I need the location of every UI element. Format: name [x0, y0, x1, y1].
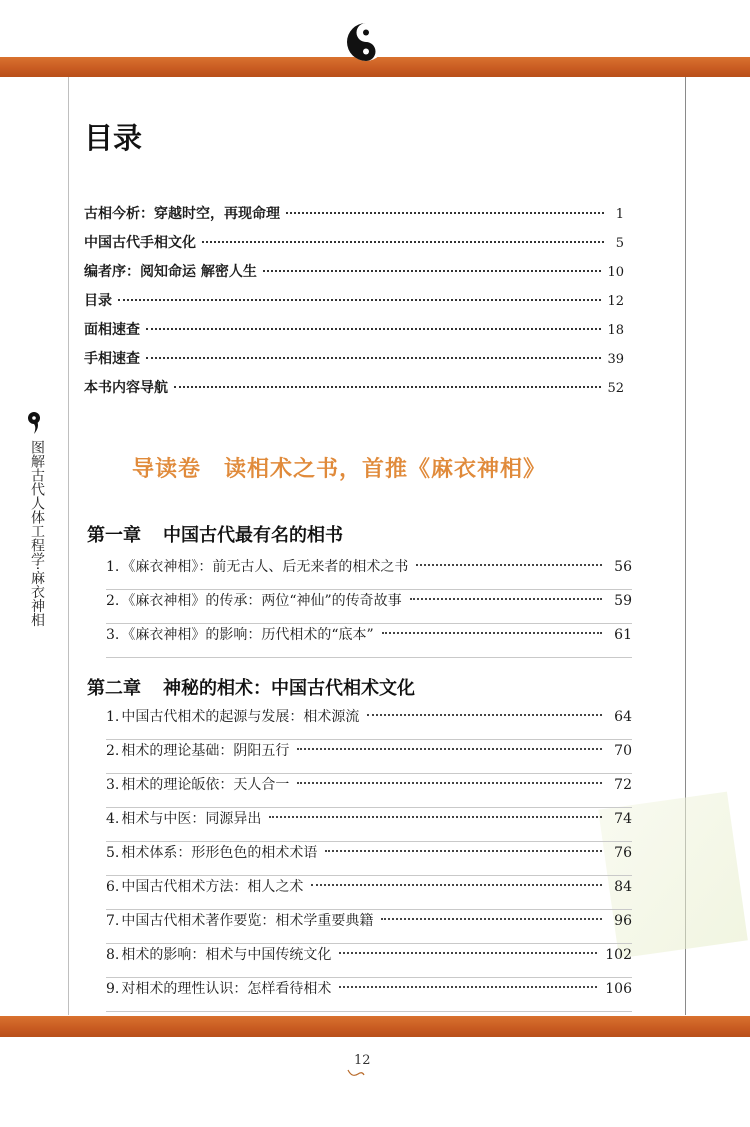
- leader-dots: [311, 884, 602, 886]
- toc-entry-page: 59: [614, 593, 632, 609]
- page-flourish-icon: [346, 1066, 366, 1078]
- toc-entry-page: 52: [607, 381, 624, 396]
- leader-dots: [297, 782, 602, 784]
- leader-dots: [297, 748, 602, 750]
- page-number: 12: [354, 1053, 371, 1068]
- toc-entry-title: 编者序：阅知命运 解密人生: [84, 264, 257, 280]
- leader-dots: [202, 241, 604, 243]
- page-title: 目录: [84, 121, 143, 155]
- side-book-title: 图解古代人体工程学·麻衣神相: [29, 440, 45, 627]
- leader-dots: [381, 918, 602, 920]
- toc-entry-title: 中国古代相术方法：相人之术: [121, 879, 304, 895]
- toc-entry[interactable]: [106, 706, 632, 740]
- toc-entry-title: 本书内容导航: [84, 380, 168, 396]
- entry-index: 9.: [106, 981, 120, 997]
- toc-entry[interactable]: [106, 740, 632, 774]
- toc-entry[interactable]: [106, 978, 632, 1012]
- left-frame-line: [68, 77, 69, 1015]
- entry-index: 8.: [106, 947, 120, 963]
- toc-entry-page: 10: [607, 265, 624, 280]
- toc-entry-page: 102: [605, 947, 632, 963]
- toc-entry-page: 5: [615, 236, 624, 251]
- chapter-title: 神秘的相术：中国古代相术文化: [163, 678, 415, 699]
- toc-entry-title: 古相今析：穿越时空，再现命理: [84, 206, 280, 222]
- toc-entry[interactable]: [106, 910, 632, 944]
- entry-index: 1.: [106, 559, 120, 575]
- entry-index: 3.: [106, 777, 120, 793]
- leader-dots: [263, 270, 602, 272]
- chapter-number: 第一章: [87, 525, 141, 546]
- toc-entry-page: 76: [614, 845, 632, 861]
- toc-entry-page: 74: [614, 811, 632, 827]
- entry-index: 7.: [106, 913, 120, 929]
- toc-entry-title: 《麻衣神相》的传承：两位“神仙”的传奇故事: [121, 593, 402, 609]
- toc-entry-title: 《麻衣神相》的影响：历代相术的“底本”: [121, 627, 374, 643]
- toc-entry-page: 12: [607, 294, 624, 309]
- leader-dots: [146, 328, 601, 330]
- toc-entry[interactable]: [106, 876, 632, 910]
- toc-entry[interactable]: [106, 624, 632, 658]
- toc-entry-page: 39: [607, 352, 624, 367]
- leader-dots: [339, 986, 597, 988]
- entry-index: 2.: [106, 743, 120, 759]
- toc-entry-page: 18: [607, 323, 624, 338]
- toc-entry-title: 手相速查: [84, 351, 140, 367]
- toc-entry[interactable]: [84, 348, 624, 377]
- entry-index: 2.: [106, 593, 120, 609]
- toc-entry-page: 106: [605, 981, 632, 997]
- toc-entry-page: 84: [614, 879, 632, 895]
- toc-entry[interactable]: [106, 556, 632, 590]
- yin-yang-icon: [346, 22, 386, 62]
- entry-index: 5.: [106, 845, 120, 861]
- toc-entry-page: 61: [614, 627, 632, 643]
- toc-entry-title: 相术的理论基础：阴阳五行: [121, 743, 290, 759]
- toc-entry-page: 56: [614, 559, 632, 575]
- toc-entry[interactable]: [106, 774, 632, 808]
- leader-dots: [269, 816, 602, 818]
- toc-entry[interactable]: [106, 944, 632, 978]
- entry-index: 3.: [106, 627, 120, 643]
- leader-dots: [325, 850, 602, 852]
- toc-entry-title: 面相速查: [84, 322, 140, 338]
- entry-index: 6.: [106, 879, 120, 895]
- toc-entry-title: 目录: [84, 293, 112, 309]
- front-matter-list: [84, 203, 624, 406]
- chapter-1-entries: [106, 556, 632, 658]
- toc-entry-title: 中国古代手相文化: [84, 235, 196, 251]
- chapter-2-entries: [106, 706, 632, 1012]
- entry-index: 1.: [106, 709, 120, 725]
- toc-entry[interactable]: [106, 590, 632, 624]
- toc-entry-page: 70: [614, 743, 632, 759]
- chapter-heading: [87, 674, 415, 700]
- leader-dots: [118, 299, 601, 301]
- toc-entry-title: 中国古代相术著作要览：相术学重要典籍: [121, 913, 374, 929]
- toc-entry[interactable]: [84, 319, 624, 348]
- toc-entry-title: 相术体系：形形色色的相术术语: [121, 845, 318, 861]
- leader-dots: [146, 357, 601, 359]
- leader-dots: [416, 564, 602, 566]
- leader-dots: [382, 632, 602, 634]
- toc-entry-title: 中国古代相术的起源与发展：相术源流: [121, 709, 360, 725]
- toc-entry[interactable]: [84, 290, 624, 319]
- toc-entry-page: 1: [615, 207, 624, 222]
- toc-entry-title: 对相术的理性认识：怎样看待相术: [121, 981, 332, 997]
- yin-yang-small-icon: [26, 411, 44, 435]
- toc-entry-title: 相术的理论皈依：天人合一: [121, 777, 290, 793]
- toc-entry[interactable]: [84, 377, 624, 406]
- chapter-number: 第二章: [87, 678, 141, 699]
- toc-entry[interactable]: [106, 842, 632, 876]
- leader-dots: [367, 714, 602, 716]
- toc-entry-page: 96: [614, 913, 632, 929]
- toc-entry[interactable]: [84, 232, 624, 261]
- leader-dots: [286, 212, 604, 214]
- toc-entry-page: 64: [614, 709, 632, 725]
- toc-entry[interactable]: [106, 808, 632, 842]
- leader-dots: [339, 952, 597, 954]
- chapter-title: 中国古代最有名的相书: [163, 525, 343, 546]
- toc-entry[interactable]: [84, 261, 624, 290]
- chapter-heading: [87, 521, 343, 547]
- toc-entry-title: 《麻衣神相》：前无古人、后无来者的相术之书: [121, 559, 409, 575]
- toc-entry-title: 相术与中医：同源异出: [121, 811, 262, 827]
- entry-index: 4.: [106, 811, 120, 827]
- bottom-orange-band: [0, 1016, 750, 1037]
- toc-entry[interactable]: [84, 203, 624, 232]
- toc-entry-page: 72: [614, 777, 632, 793]
- leader-dots: [174, 386, 601, 388]
- toc-entry-title: 相术的影响：相术与中国传统文化: [121, 947, 332, 963]
- guide-section-heading: 导读卷 读相术之书，首推《麻衣神相》: [132, 457, 547, 482]
- leader-dots: [410, 598, 602, 600]
